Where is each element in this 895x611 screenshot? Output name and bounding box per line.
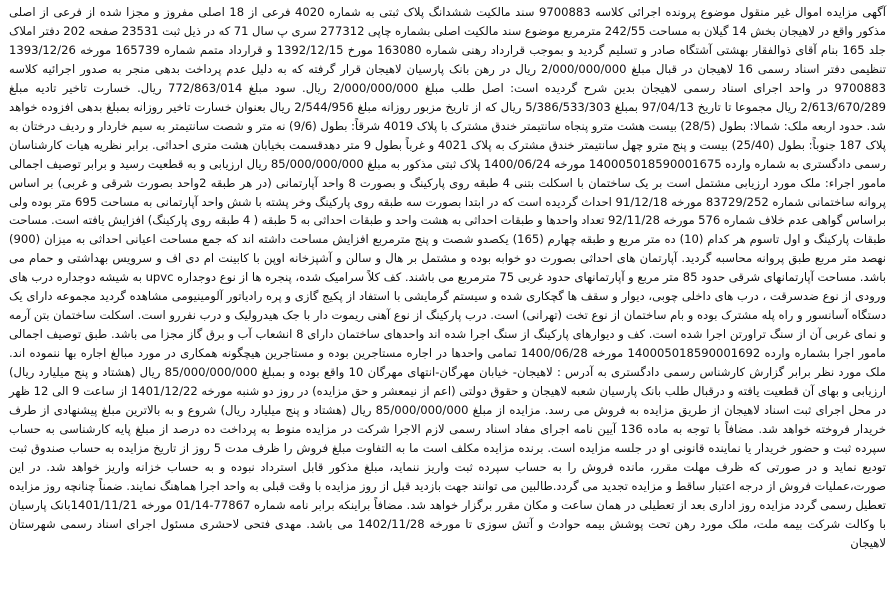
auction-notice-text: آگهی مزایده اموال غیر منقول موضوع پرونده اجرائی کلاسه 9700883 سند مالکیت ششدانگ پلاک ثبتی به شماره 4020 فرعی از 18 اصلی مفروز و مجزا شده از فرعی از اصلی مذکور واقع در لاهیجان بخش 14 گیلان به مساحت 242/55 مترمربع موضوع سند مالکیت اصلی بشماره چاپی 277312 سری پ سال 71 که در ذیل ثبت 23531 صفحه 202 دفتر املاک جلد 165 بنام آقای ذوالفقار بهشتی آشتگاه صادر و تسلیم گردید و بموجب قرارداد رهنی شماره 163080 مورخ 1392/12/15 و قرارداد متمم شماره 165739 مورخه 1393/12/26 تنظیمی دفتر اسناد رسمی 16 لاهیجان در قبال مبلغ 2/000/000/000 ریال در رهن بانک پارسیان لاهیجان قرار گرفته که به دلیل عدم پرداخت بدهی منجر به صدور اجرائیه کلاسه 9700883 در واحد اجرای اسناد رسمی لاهیجان بدین شرح گردیده است: اصل طلب مبلغ 2/000/000/000 ریال. سود مبلغ 772/863/014 ریال. خسارت تاخیر تادیه مبلغ 2/613/670/289 ریال مجموعا تا تاریخ 97/04/13 بمبلغ 5/386/533/303 ریال که از تاریخ مزبور روزانه مبلغ 2/544/956 ریال بعنوان خسارت تاخیر روزانه بمبلغ بدهی افزوده خواهد شد. حدود اربعه ملک: شمالا: بطول (28/5) بیست هشت مترو پنجاه سانتیمتر خندق مشترک با پلاک 4019 شرقاً: بطول (9/6) نه متر و شصت سانتیمتر به سیم خاردار و ردیف درختان به پلاک 187 جنوباً: بطول (25/40) بیست و پنج مترو چهل سانتیمتر خندق مشترک به پلاک 4021 و غرباً بطول 9 متر دهدقسمت بخیابان هشت متری احداثی. برابر نظریه هیات کارشناسان رسمی دادگستری به شماره وارده 140005018590001675 مورخه 1400/06/24 پلاک ثبتی مذکور به مبلغ 85/000/000/000 ریال ارزیابی و به قطعیت رسید و برابر توصیف اجمالی مامور اجراء: ملک مورد ارزیابی مشتمل است بر یک ساختمان با اسکلت بتنی 4 طبقه روی پارکینگ و بصورت 8 واحد آپارتمانی (در هر طبقه 2واحد بصورت شرقی و غربی) بر اساس پروانه ساختمانی شماره 83729/252 مورخه 91/12/18 احداث گردیده است که در ابتدا بصورت سه طبقه روی پارکینگ وخر پشته با شش واحد آپارتمانی به مساحت 695 متر بوده ولی براساس گواهی عدم خلاف شماره 576 مورخه 92/11/28 تعداد واحدها و طبقات احداثی به هشت واحد و طبقات احداثی به 5 طبقه ( 4 طبقه روی پارکینگ) افزایش یافته است. مساحت طبقات پارکینگ و اول تاسوم هر کدام (10) ده متر مربع و طبقه چهارم (165) یکصدو شصت و پنج مترمربع افزایش مساحت داشته اند که جمع مساحت اعیانی احداثی به میزان (900) نهصد متر مربع طبق پروانه محاسبه گردید. آپارتمان های احداثی بصورت دو خوابه بوده و مشتمل بر هال و سالن و آشپزخانه اوپن با کابینت ام دی اف و سرویس بهداشتی و حمام می باشد. مساحت آپارتمانهای شرقی حدود 85 متر مربع و آپارتمانهای حدود غربی 75 مترمربع می باشند. کف کلاً سرامیک شده، پنجره ها از نوع دوجداره upvc به شیشه دوجداره درب های ورودی از نوع ضدسرقت ، درب های داخلی چوبی، دیوار و سقف ها گچکاری شده و سیستم گرمایشی با استفاد از پکیج گازی و پره رادیاتور آلومینیومی مشاهده گردید مجموعه دارای یک دستگاه آسانسور و راه پله مشترک بوده و بام ساختمان از نوع تخت (تهرانی) است. درب پارکینگ از نوع آهنی ریموت دار با جک هیدرولیک و درب نفررو است. اسکلت ساختمان بتن آرمه و نمای غربی آن از سنگ تراورتن اجرا شده است. کف و دیوارهای پارکینگ از سنگ اجرا شده اند واحدهای ساختمان دارای 8 انشعاب آب و برق گاز مجزا می باشد. طبق توصیف اجمالی مامور اجرا بشماره وارده 140005018590001692 مورخه 1400/06/28 تمامی واحدها در اجاره مستاجرین بوده و مستاجرین هیچگونه همکاری در مورد مبالغ اجاره بها ننموده اند. ملک مورد نظر برابر گزارش کارشناس رسمی دادگستری به آدرس : لاهیجان- خیابان مهرگان-انتهای مهرگان 10 واقع بوده و بمبلغ 85/000/000/000 ریال (هشتاد و پنج میلیارد ریال) ارزیابی و بهای آن قطعیت یافته و درقبال طلب بانک پارسیان شعبه لاهیجان و حقوق دولتی (اعم از نیمعشر و حق مزایده) در روز دو شنبه مورخه 1401/12/22 از ساعت 9 الی 12 ظهر در محل اجرای ثبت اسناد لاهیجان از طریق مزایده به فروش می رسد. مزایده از مبلغ 85/000/000/000 ریال (هشتاد و پنج میلیارد ریال) شروع و به بالاترین مبلغ پیشنهادی از طرف خریدار فروخته خواهد شد. مضافاً با توجه به ماده 136 آیین نامه اجرای مفاد اسناد رسمی لازم الاجرا شرکت در مزایده منوط به پرداخت ده درصد از مبلغ پایه کارشناسی به حساب سپرده ثبت و حضور خریدار یا نماینده قانونی او در جلسه مزایده است. برنده مزایده مکلف است ما به التفاوت مبلغ فروش را ظرف مدت 5 روز از تاریخ مزایده به حساب صندوق ثبت تودیع نماید و در صورتی که ظرف مهلت مقرر، مانده فروش را به حساب سپرده ثبت واریز ننماید، مبلغ مذکور قابل استرداد نبوده و به حساب خزانه واریز خواهد شد. در این صورت،عملیات فروش از درجه اعتبار ساقط و مزایده تجدید می گردد.طالبین می توانند جهت بازدید قبل از روز مزایده با وقت قبلی به واحد اجرا هماهنگ نمایند. ضمناً چنانچه روز مزایده تعطیل رسمی گردد مزایده روز اداری بعد از تعطیلی در همان ساعت و مکان مقرر برگزار خواهد شد. مضافاً براینکه برابر نامه شماره 77867-01/14 مورخه 1401/11/21بانک پارسیان با وکالت شرکت بیمه ملت، ملک مورد رهن تحت پوشش بیمه حوادث و آتش سوزی تا مورخه 1402/11/28 می باشد. مهدی فتحی لاحشری مسئول اجرای اسناد رسمی شهرستان لاهیجان (9, 5, 887, 550)
